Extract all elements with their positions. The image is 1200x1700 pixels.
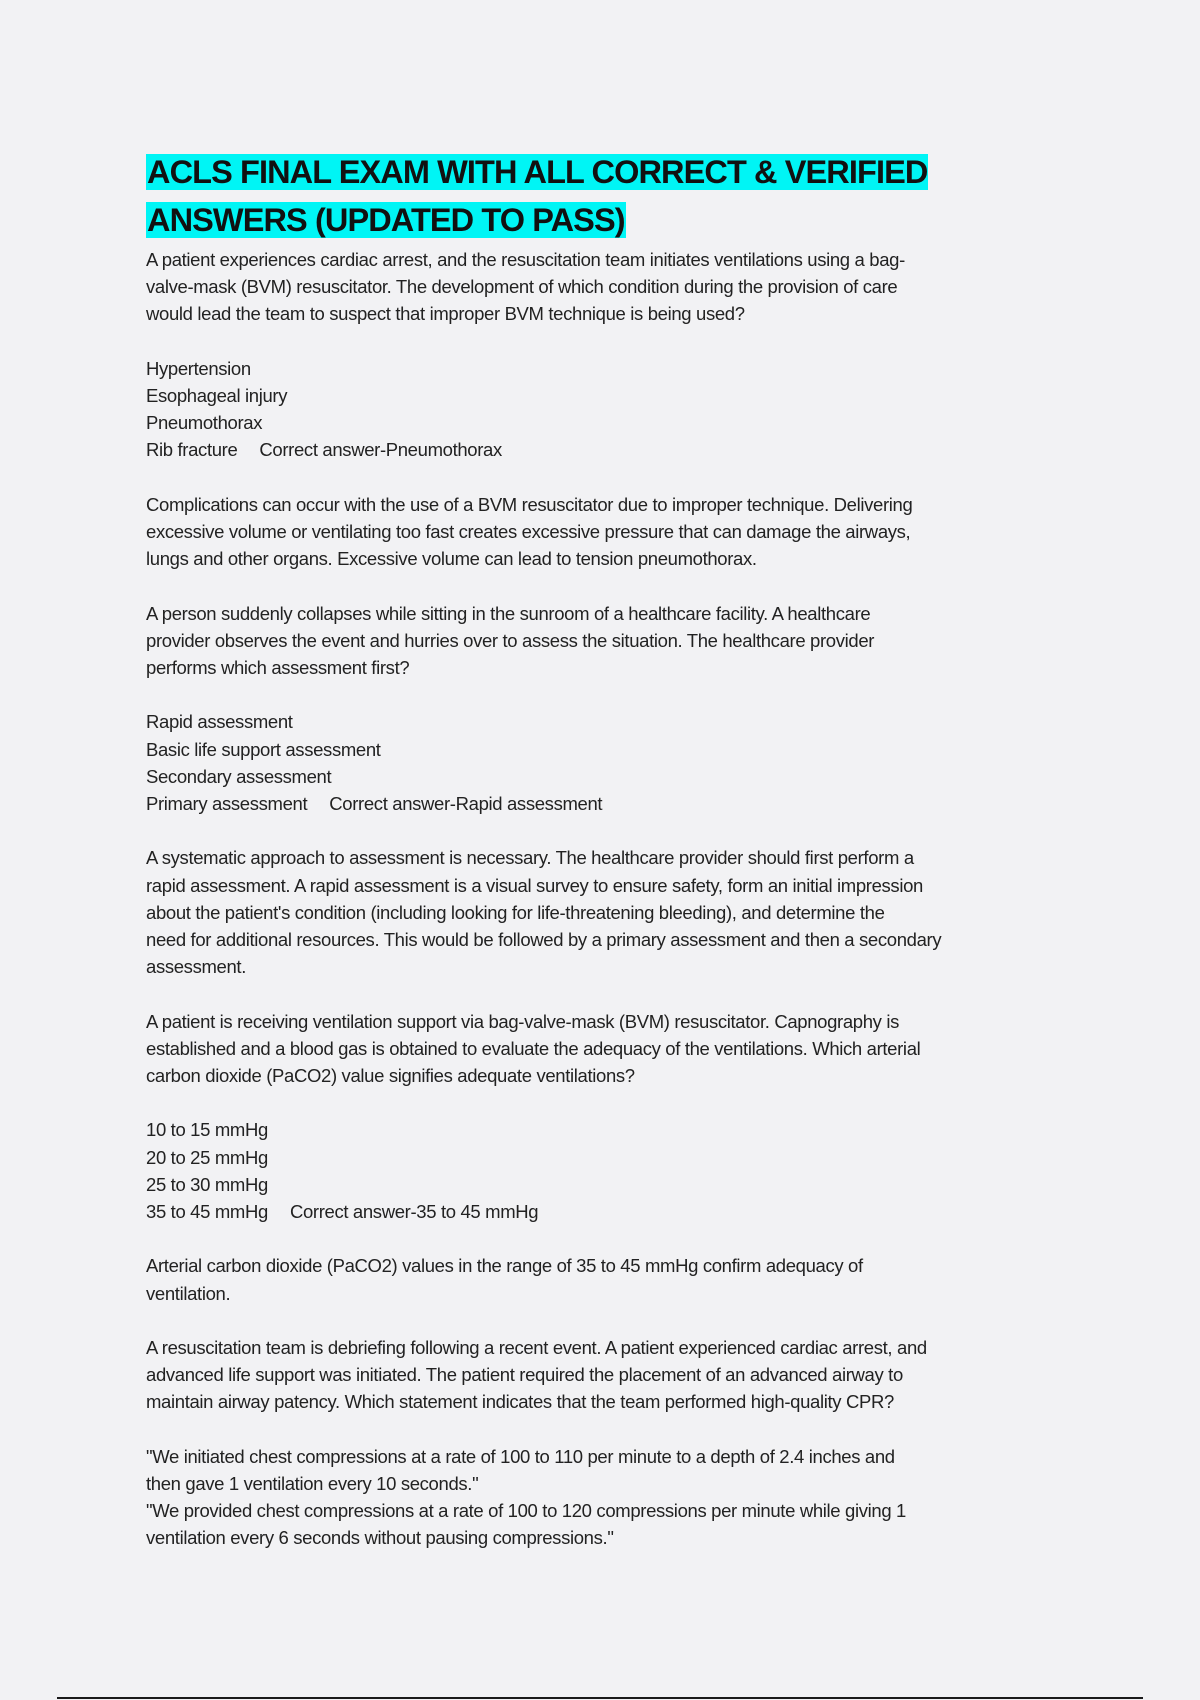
- question-4-options: "We initiated chest compressions at a rate of 100 to 110 per minute to a depth of 2.4 inches and then gave 1 ventilation every 10 seconds." "We provided chest compressions at a rate of 100 to 120 compressions per minute while giving 1 ventilation every 6 seconds without pausing compressions.": [146, 1445, 906, 1549]
- option: Primary assessment: [146, 793, 308, 814]
- page-bottom-rule: [57, 1697, 1143, 1699]
- title-line-2: ANSWERS (UPDATED TO PASS): [147, 202, 625, 238]
- option: 20 to 25 mmHg: [146, 1146, 268, 1168]
- correct-answer: Correct answer-Pneumothorax: [259, 439, 502, 461]
- question-3-stem: A patient is receiving ventilation support via bag-valve-mask (BVM) resuscitator. Capnography is established and a blood gas is obtained to evaluate the adequacy of the ventilations. Which arterial carbon dioxide (PaCO2) value signifies adequate ventilations?: [146, 1010, 921, 1086]
- question-3-options: [146, 1116, 1066, 1225]
- document-title: [146, 148, 1066, 244]
- question-2-rationale: A systematic approach to assessment is necessary. The healthcare provider should first perform a rapid assessment. A rapid assessment is a visual survey to ensure safety, form an initial impression about the patient's condition (including looking for life-threatening bleeding), and determine the need for additional resources. This would be followed by a primary assessment and then a secondary assessment.: [146, 847, 942, 978]
- question-2-stem: A person suddenly collapses while sitting in the sunroom of a healthcare facility. A healthcare provider observes the event and hurries over to assess the situation. The healthcare provider performs which assessment first?: [146, 602, 875, 678]
- question-1-rationale: Complications can occur with the use of a BVM resuscitator due to improper technique. Delivering excessive volume or ventilating too fast creates excessive pressure that can damage the airways, lungs and other organs. Excessive volume can lead to tension pneumothorax.: [146, 493, 913, 570]
- title-highlight: [146, 154, 928, 238]
- question-3-rationale: Arterial carbon dioxide (PaCO2) values in the range of 35 to 45 mmHg confirm adequacy of ventilation.: [146, 1255, 863, 1304]
- option: 25 to 30 mmHg: [146, 1173, 268, 1195]
- option: Esophageal injury: [146, 385, 288, 406]
- question-2-options: [146, 708, 1066, 817]
- correct-answer: Correct answer-Rapid assessment: [329, 793, 603, 814]
- option: Secondary assessment: [146, 765, 332, 787]
- title-line-1: ACLS FINAL EXAM WITH ALL CORRECT & VERIFIED: [147, 154, 928, 190]
- document-content: [146, 148, 1066, 1552]
- option: Rib fracture: [146, 439, 238, 461]
- option: Rapid assessment: [146, 711, 293, 733]
- option: 10 to 15 mmHg: [146, 1119, 268, 1141]
- option: Pneumothorax: [146, 412, 263, 434]
- option: Hypertension: [146, 357, 251, 379]
- question-1-stem: A patient experiences cardiac arrest, and the resuscitation team initiates ventilations using a bag- valve-mask (BVM) resuscitator. The development of which condition during the provision of care would lead the team to suspect that improper BVM technique is being used?: [146, 249, 905, 325]
- question-1-options: [146, 355, 1066, 464]
- option: Basic life support assessment: [146, 738, 381, 760]
- option: 35 to 45 mmHg: [146, 1201, 268, 1222]
- correct-answer: Correct answer-35 to 45 mmHg: [289, 1201, 539, 1222]
- question-4-stem: A resuscitation team is debriefing following a recent event. A patient experienced cardiac arrest, and advanced life support was initiated. The patient required the placement of an advanced airway to maintain airway patency. Which statement indicates that the team performed high-quality CPR?: [146, 1336, 927, 1413]
